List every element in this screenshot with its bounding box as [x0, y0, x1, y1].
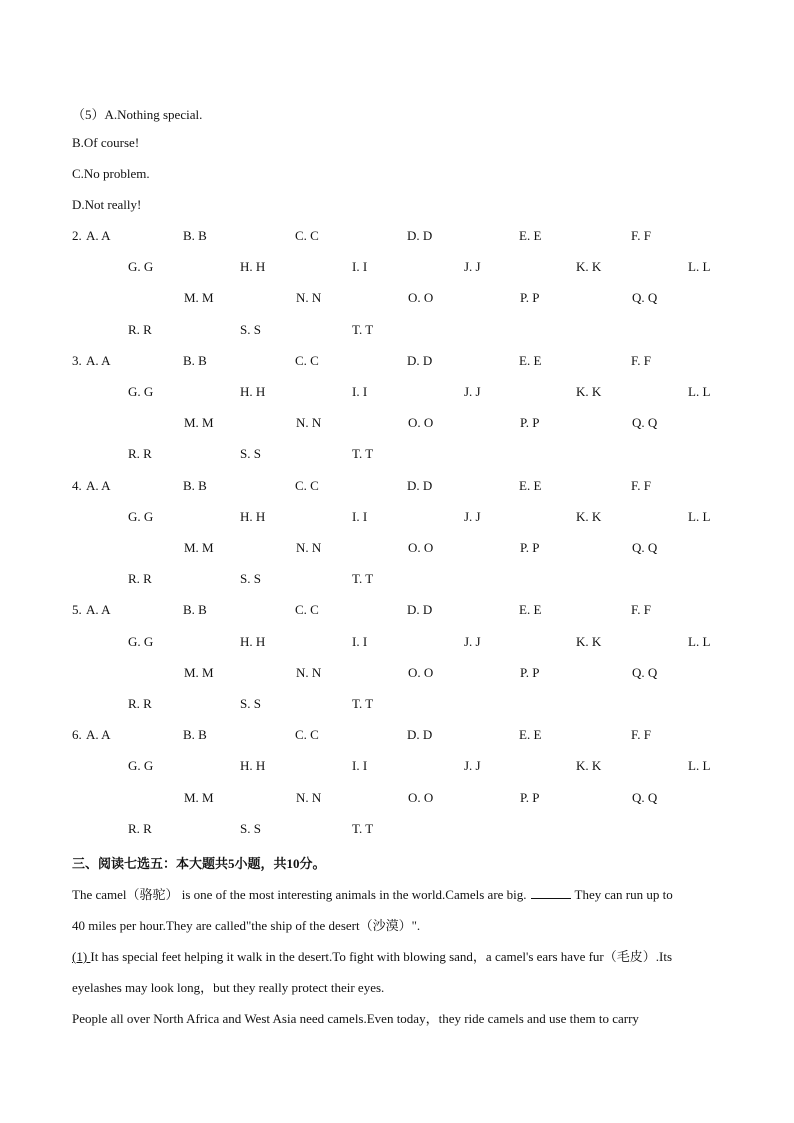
letter-option: G. G [128, 634, 154, 649]
option-c: C.No problem. [72, 166, 150, 181]
blank-number-1: (1) [72, 949, 91, 964]
letter-option: R. R [128, 696, 152, 711]
letter-option: R. R [128, 446, 152, 461]
letter-option: P. P [520, 790, 540, 805]
letter-option: I. I [352, 758, 368, 773]
letter-option: A. A [86, 478, 111, 493]
letter-option: Q. Q [632, 290, 658, 305]
letter-option: N. N [296, 290, 322, 305]
letter-option: G. G [128, 384, 154, 399]
option-b: B.Of course! [72, 135, 140, 150]
letter-option: L. L [688, 634, 711, 649]
passage-line-1 [72, 884, 673, 903]
passage-line-3 [72, 946, 672, 965]
letter-option: I. I [352, 384, 368, 399]
letter-option: S. S [240, 696, 261, 711]
letter-option: D. D [407, 478, 433, 493]
letter-option: L. L [688, 509, 711, 524]
letter-option: G. G [128, 509, 154, 524]
question-number: 4. [72, 478, 82, 493]
letter-option: L. L [688, 259, 711, 274]
letter-option: E. E [519, 602, 542, 617]
letter-option: I. I [352, 634, 368, 649]
letter-option: B. B [183, 727, 207, 742]
letter-option: F. F [631, 478, 651, 493]
letter-option: S. S [240, 571, 261, 586]
letter-option: B. B [183, 353, 207, 368]
passage-line-5: People all over North Africa and West Asia need camels.Even today，they ride camels and use them to carry [72, 1011, 639, 1026]
letter-option: J. J [464, 384, 481, 399]
letter-option: O. O [408, 790, 434, 805]
letter-option: O. O [408, 415, 434, 430]
letter-option: T. T [352, 821, 374, 836]
letter-option: H. H [240, 758, 266, 773]
letter-option: Q. Q [632, 415, 658, 430]
letter-option: O. O [408, 290, 434, 305]
letter-option: D. D [407, 353, 433, 368]
passage-line-2: 40 miles per hour.They are called"the ship of the desert（沙漠）". [72, 918, 421, 933]
letter-option: A. A [86, 602, 111, 617]
letter-option: N. N [296, 665, 322, 680]
letter-option: S. S [240, 446, 261, 461]
letter-option: S. S [240, 322, 261, 337]
passage-line-1a: The camel（骆驼） is one of the most interesting animals in the world.Camels are big. [72, 887, 527, 902]
option-d: D.Not really! [72, 197, 142, 212]
letter-option: H. H [240, 509, 266, 524]
letter-option: G. G [128, 259, 154, 274]
letter-option: C. C [295, 727, 319, 742]
letter-option: M. M [184, 540, 214, 555]
letter-option: C. C [295, 478, 319, 493]
question-number: 5. [72, 602, 82, 617]
letter-option: O. O [408, 540, 434, 555]
letter-option: E. E [519, 727, 542, 742]
letter-option: F. F [631, 228, 651, 243]
letter-option: G. G [128, 758, 154, 773]
letter-option: J. J [464, 634, 481, 649]
question-number: 2. [72, 228, 82, 243]
letter-option: D. D [407, 602, 433, 617]
letter-option: C. C [295, 353, 319, 368]
letter-option: E. E [519, 228, 542, 243]
letter-option: Q. Q [632, 665, 658, 680]
letter-option: N. N [296, 790, 322, 805]
letter-option: H. H [240, 259, 266, 274]
letter-option: F. F [631, 353, 651, 368]
letter-option: T. T [352, 446, 374, 461]
letter-option: K. K [576, 758, 602, 773]
letter-option: M. M [184, 790, 214, 805]
letter-option: J. J [464, 509, 481, 524]
letter-option: J. J [464, 259, 481, 274]
letter-option: A. A [86, 727, 111, 742]
letter-option: T. T [352, 696, 374, 711]
heading-num2: 10 [286, 856, 300, 871]
heading-pre: 三、阅读七选五：本大题共 [72, 856, 229, 871]
passage-line-1b: They can run up to [574, 887, 673, 902]
letter-option: Q. Q [632, 540, 658, 555]
heading-post: 分。 [299, 856, 326, 871]
letter-option: P. P [520, 540, 540, 555]
letter-option: A. A [86, 228, 111, 243]
letter-option: R. R [128, 322, 152, 337]
letter-option: C. C [295, 228, 319, 243]
passage-line-4: eyelashes may look long，but they really protect their eyes. [72, 980, 385, 995]
letter-option: H. H [240, 384, 266, 399]
letter-option: K. K [576, 634, 602, 649]
letter-option: C. C [295, 602, 319, 617]
option-a: （5）A.Nothing special. [72, 107, 203, 122]
heading-mid: 小题，共 [234, 856, 287, 871]
answer-blank[interactable] [531, 886, 571, 899]
letter-option: A. A [86, 353, 111, 368]
letter-option: L. L [688, 384, 711, 399]
letter-option: M. M [184, 665, 214, 680]
letter-option: R. R [128, 571, 152, 586]
letter-option: R. R [128, 821, 152, 836]
letter-option: K. K [576, 509, 602, 524]
letter-option: Q. Q [632, 790, 658, 805]
letter-option: P. P [520, 665, 540, 680]
heading-num1: 5 [228, 856, 235, 871]
letter-option: I. I [352, 259, 368, 274]
letter-option: I. I [352, 509, 368, 524]
section-heading [72, 853, 326, 872]
letter-option: D. D [407, 727, 433, 742]
letter-option: O. O [408, 665, 434, 680]
letter-option: K. K [576, 259, 602, 274]
letter-option: E. E [519, 478, 542, 493]
letter-option: T. T [352, 322, 374, 337]
letter-option: T. T [352, 571, 374, 586]
letter-option: F. F [631, 602, 651, 617]
passage-line-3-text: It has special feet helping it walk in the desert.To fight with blowing sand，a camel's ears have fur（毛皮）.Its [90, 949, 673, 964]
letter-option: N. N [296, 540, 322, 555]
letter-option: M. M [184, 290, 214, 305]
letter-option: K. K [576, 384, 602, 399]
letter-option: L. L [688, 758, 711, 773]
letter-option: P. P [520, 290, 540, 305]
letter-option: J. J [464, 758, 481, 773]
letter-option: D. D [407, 228, 433, 243]
letter-option: M. M [184, 415, 214, 430]
letter-option: F. F [631, 727, 651, 742]
question-number: 6. [72, 727, 82, 742]
letter-option: B. B [183, 602, 207, 617]
letter-option: B. B [183, 478, 207, 493]
letter-option: S. S [240, 821, 261, 836]
letter-option: H. H [240, 634, 266, 649]
question-number: 3. [72, 353, 82, 368]
letter-option: B. B [183, 228, 207, 243]
letter-option: E. E [519, 353, 542, 368]
letter-option: P. P [520, 415, 540, 430]
letter-option: N. N [296, 415, 322, 430]
